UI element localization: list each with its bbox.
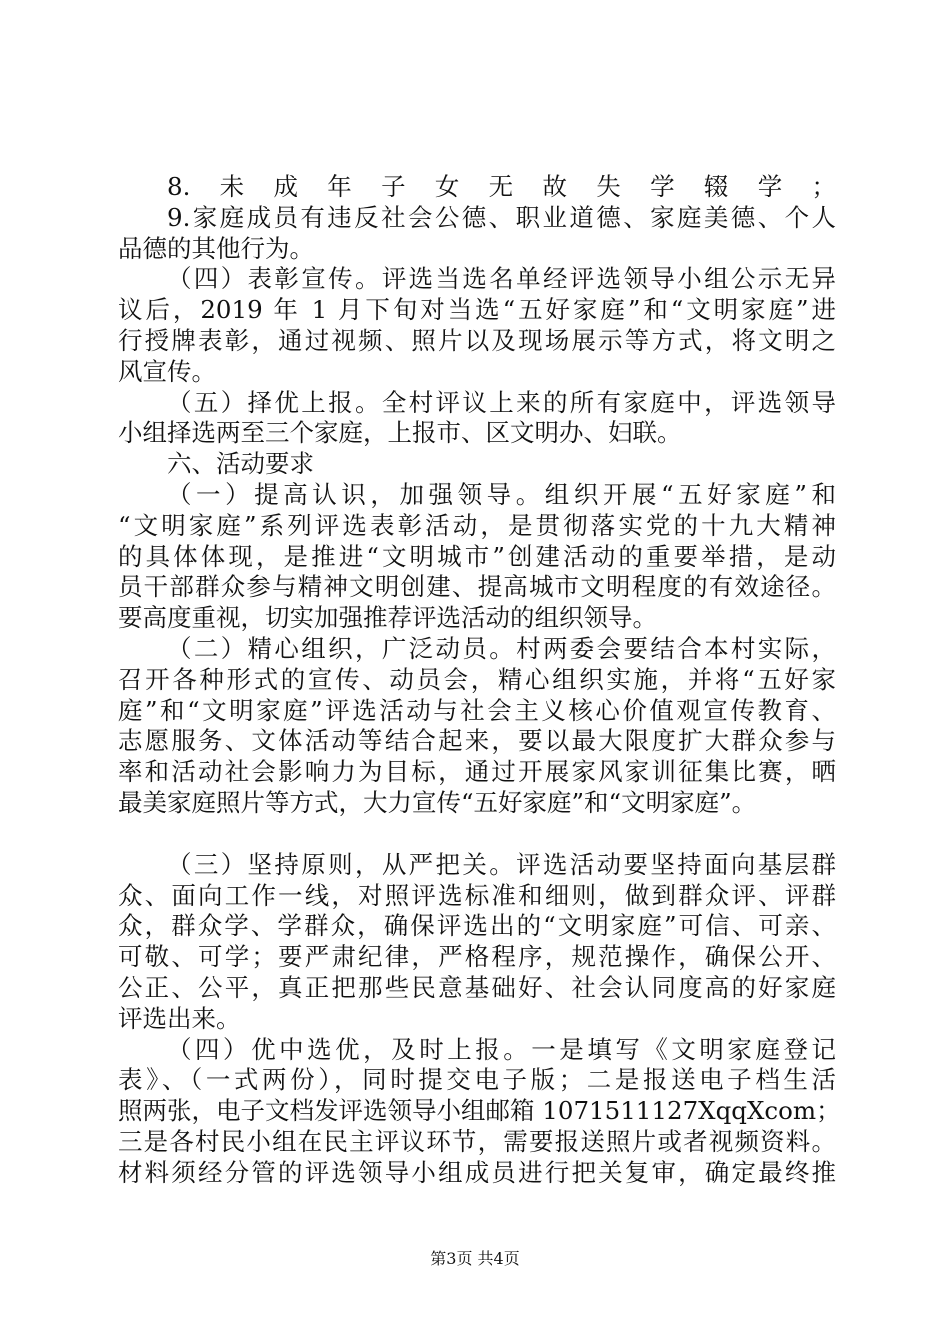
text-line: 志愿服务、文体活动等结合起来，要以最大限度扩大群众参与 xyxy=(118,726,836,756)
text-line: （四）优中选优，及时上报。一是填写《文明家庭登记 xyxy=(167,1034,836,1064)
text-line: 众，群众学、学群众，确保评选出的“文明家庭”可信、可亲、 xyxy=(118,911,836,941)
text-line: （五）择优上报。全村评议上来的所有家庭中，评选领导 xyxy=(167,387,836,417)
section-heading: 六、活动要求 xyxy=(167,449,314,479)
text-line: 率和活动社会影响力为目标，通过开展家风家训征集比赛，晒 xyxy=(118,757,836,787)
text-line: 员干部群众参与精神文明创建、提高城市文明程度的有效途径。 xyxy=(118,572,836,602)
text-line: 庭”和“文明家庭”评选活动与社会主义核心价值观宣传教育、 xyxy=(118,695,836,725)
page-number-label: 第3页 共4页 xyxy=(430,1249,520,1268)
text-line: （三）坚持原则，从严把关。评选活动要坚持面向基层群 xyxy=(167,849,836,879)
text-line: （二）精心组织，广泛动员。村两委会要结合本村实际， xyxy=(167,633,836,663)
text-line: 表》、（一式两份），同时提交电子版；二是报送电子档生活 xyxy=(118,1065,836,1095)
page-footer xyxy=(0,1246,950,1269)
text-line: 评选出来。 xyxy=(118,1003,241,1033)
text-line: 9.家庭成员有违反社会公德、职业道德、家庭美德、个人 xyxy=(167,202,836,232)
text-line: 众、面向工作一线，对照评选标准和细则，做到群众评、评群 xyxy=(118,880,836,910)
text-line: 照两张，电子文档发评选领导小组邮箱 1071511127XqqXcom； xyxy=(118,1096,841,1126)
text-line: （一）提高认识，加强领导。组织开展“五好家庭”和 xyxy=(167,479,836,509)
text-line: 要高度重视，切实加强推荐评选活动的组织领导。 xyxy=(118,603,657,633)
text-line: 品德的其他行为。 xyxy=(118,233,314,263)
text-line: “文明家庭”系列评选表彰活动，是贯彻落实党的十九大精神 xyxy=(118,510,836,540)
blank-line xyxy=(118,819,836,850)
text-line: 的具体体现，是推进“文明城市”创建活动的重要举措，是动 xyxy=(118,541,836,571)
text-line: 8.未成年子女无故失学辍学； xyxy=(167,172,836,201)
document-body xyxy=(118,172,841,1189)
text-line: 召开各种形式的宣传、动员会，精心组织实施，并将“五好家 xyxy=(118,664,836,694)
text-line: 公正、公平，真正把那些民意基础好、社会认同度高的好家庭 xyxy=(118,972,836,1002)
text-line: 三是各村民小组在民主评议环节，需要报送照片或者视频资料。 xyxy=(118,1126,836,1156)
text-line: 议后，2019 年 1 月下旬对当选“五好家庭”和“文明家庭”进 xyxy=(118,295,836,325)
text-line: 行授牌表彰，通过视频、照片以及现场展示等方式，将文明之 xyxy=(118,325,836,355)
text-line: 可敬、可学；要严肃纪律，严格程序，规范操作，确保公开、 xyxy=(118,942,836,972)
text-line: （四）表彰宣传。评选当选名单经评选领导小组公示无异 xyxy=(167,264,836,294)
text-line: 材料须经分管的评选领导小组成员进行把关复审，确定最终推 xyxy=(118,1157,836,1187)
text-line: 最美家庭照片等方式，大力宣传“五好家庭”和“文明家庭”。 xyxy=(118,787,757,817)
text-line: 风宣传。 xyxy=(118,356,216,386)
text-line: 小组择选两至三个家庭，上报市、区文明办、妇联。 xyxy=(118,418,682,448)
